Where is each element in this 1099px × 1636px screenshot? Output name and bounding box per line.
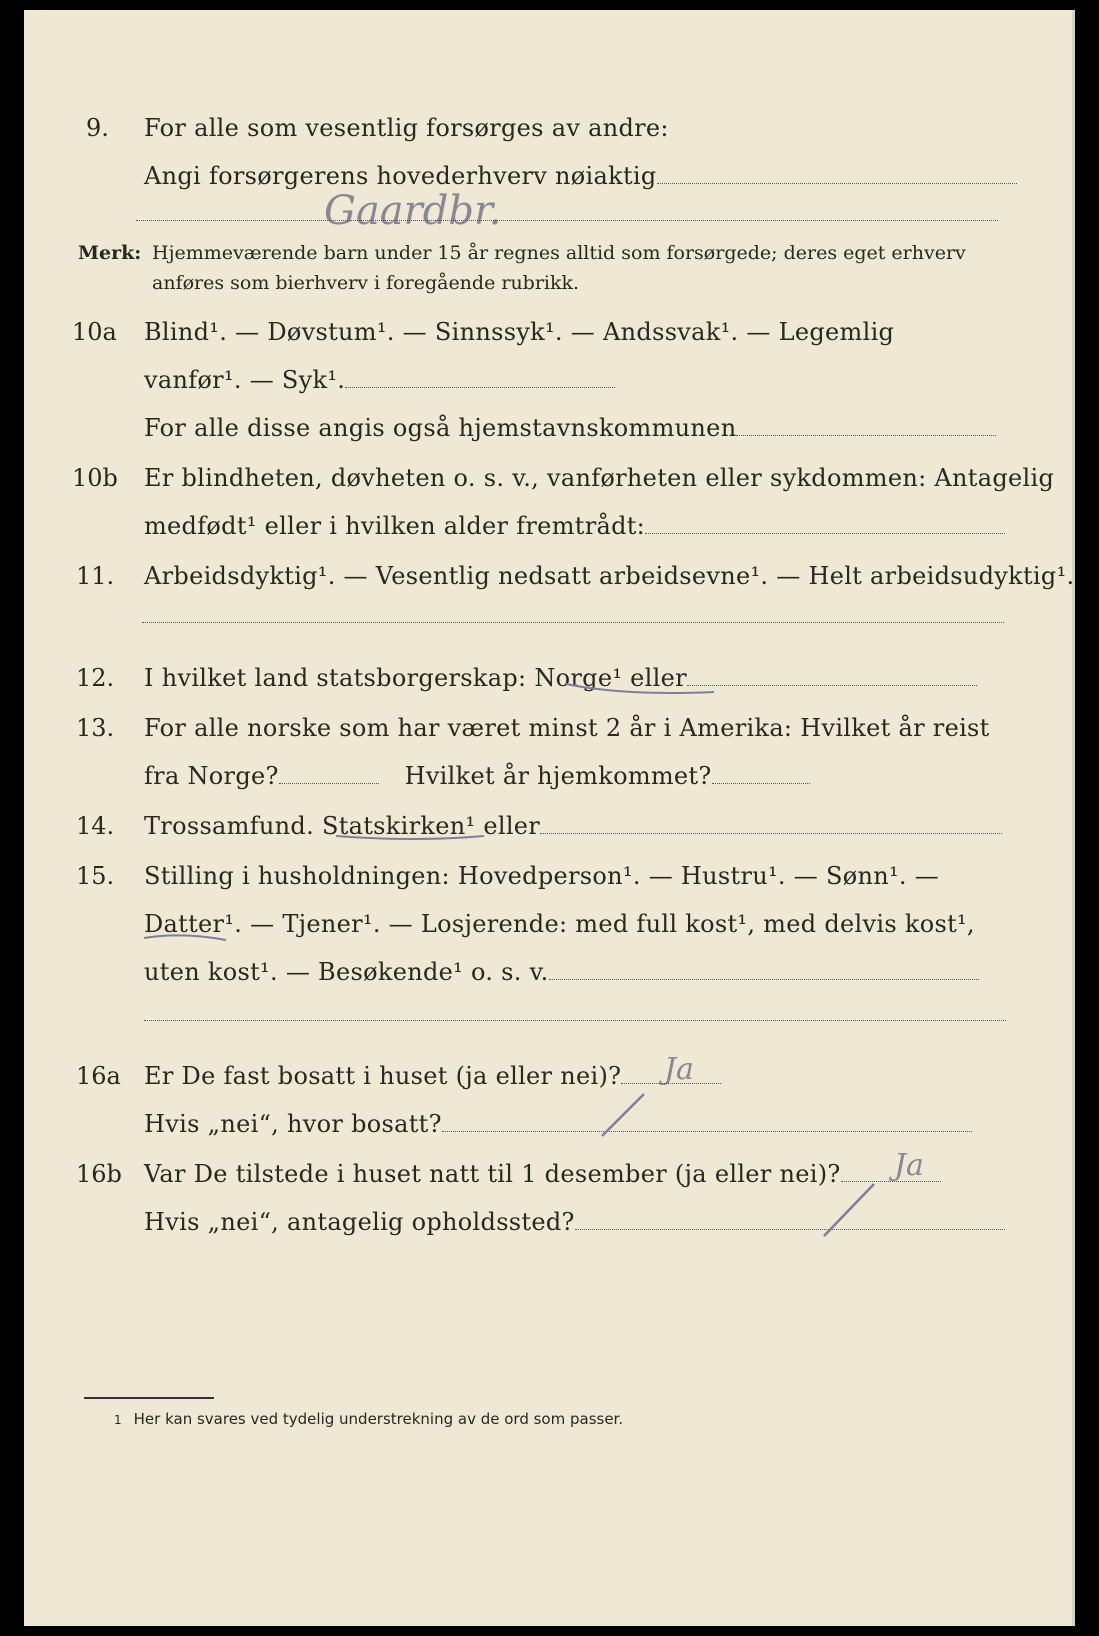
q10b-line1: Er blindheten, døvheten o. s. v., vanførheten eller sykdommen: Antagelig [144,464,1055,492]
q16b-handwritten-answer: Ja [894,1148,924,1183]
q9-line1: For alle som vesentlig forsørges av andre: [144,114,669,142]
merk-label: Merk: [78,242,142,264]
q12-land-line [687,684,977,686]
q10a-line3-text: For alle disse angis også hjemstavnskommunen [144,414,737,442]
footnote [114,1410,623,1428]
q9-answer-line [657,182,1017,184]
q13-line1: For alle norske som har været minst 2 år i Amerika: Hvilket år reist [144,714,990,742]
q9-continuation-line [136,220,998,221]
q16a-strike-mark [594,1090,654,1140]
q10a-line3 [144,414,996,442]
q14-underline-mark [334,828,494,844]
q12-number: 12. [76,664,115,692]
q15-line3-text: uten kost¹. — Besøkende¹ o. s. v. [144,958,549,986]
q14-line1-text: Trossamfund. Statskirken¹ eller [144,812,541,840]
q10b-alder-line [645,532,1005,534]
q14-line1 [144,812,1002,840]
q10a-hjemstavn-line [736,434,996,436]
q16b-strike-mark [814,1180,884,1240]
q16b-number: 16b [76,1160,122,1188]
q10a-line2 [144,366,615,394]
q15-underline-mark [142,928,232,948]
q10b-line2-text: medfødt¹ eller i hvilken alder fremtrådt: [144,512,646,540]
footnote-mark: 1 [114,1413,122,1427]
merk-line2: anføres som bierhverv i foregående rubrikk. [152,272,580,294]
q16a-line2 [144,1110,972,1138]
q9-line2 [144,162,1017,190]
q15-answer-line [144,1020,1006,1021]
q16b-line2-text: Hvis „nei“, antagelig opholdssted? [144,1208,575,1236]
census-form-page [24,10,1075,1626]
q11-number: 11. [76,562,115,590]
q10a-line2-text: vanfør¹. — Syk¹. [144,366,346,394]
q16b-opholdssted-line [575,1228,1005,1230]
q16a-line2-text: Hvis „nei“, hvor bosatt? [144,1110,442,1138]
q12-line1 [144,664,977,692]
footnote-rule [84,1397,214,1399]
q13-reist-line [279,782,379,784]
q10a-number: 10a [72,318,117,346]
q15-line1: Stilling i husholdningen: Hovedperson¹. — Hustru¹. — Sønn¹. — [144,862,940,890]
q15-number: 15. [76,862,115,890]
q10b-number: 10b [72,464,118,492]
q16a-number: 16a [76,1062,121,1090]
q16a-handwritten-answer: Ja [664,1052,694,1087]
q10b-line2 [144,512,1005,540]
q13-line2 [144,762,810,790]
q10a-line1: Blind¹. — Døvstum¹. — Sinnssyk¹. — Andssvak¹. — Legemlig [144,318,895,346]
q13-hjemkommet-line [712,782,810,784]
q14-number: 14. [76,812,115,840]
q13-line2b-text: Hvilket år hjemkommet? [404,762,712,790]
footnote-text: Her kan svares ved tydelig understrekning av de ord som passer. [133,1410,624,1428]
q15-line2: Datter¹. — Tjener¹. — Losjerende: med full kost¹, med delvis kost¹, [144,910,975,938]
q13-number: 13. [76,714,115,742]
q12-underline-mark [564,678,724,698]
q13-line2a-text: fra Norge? [144,762,279,790]
q16a-line1-text: Er De fast bosatt i huset (ja eller nei)? [144,1062,622,1090]
q16b-line1-text: Var De tilstede i huset natt til 1 desember (ja eller nei)? [144,1160,841,1188]
q15-besokende-line [549,978,979,980]
q16a-line1 [144,1062,721,1090]
q9-line2-text: Angi forsørgerens hovederhverv nøiaktig [144,162,657,190]
q15-line3 [144,958,979,986]
q11-line1: Arbeidsdyktig¹. — Vesentlig nedsatt arbeidsevne¹. — Helt arbeidsudyktig¹. [144,562,1075,590]
q16a-bosatt-line [442,1130,972,1132]
q11-answer-line [142,622,1004,623]
q12-line1-text: I hvilket land statsborgerskap: Norge¹ eller [144,664,687,692]
q10a-syk-line [345,386,615,388]
merk-line1: Hjemmeværende barn under 15 år regnes alltid som forsørgede; deres eget erhverv [152,242,966,264]
q9-number: 9. [86,114,109,142]
q9-handwritten-answer: Gaardbr. [324,188,502,234]
q14-trossamfund-line [540,832,1002,834]
